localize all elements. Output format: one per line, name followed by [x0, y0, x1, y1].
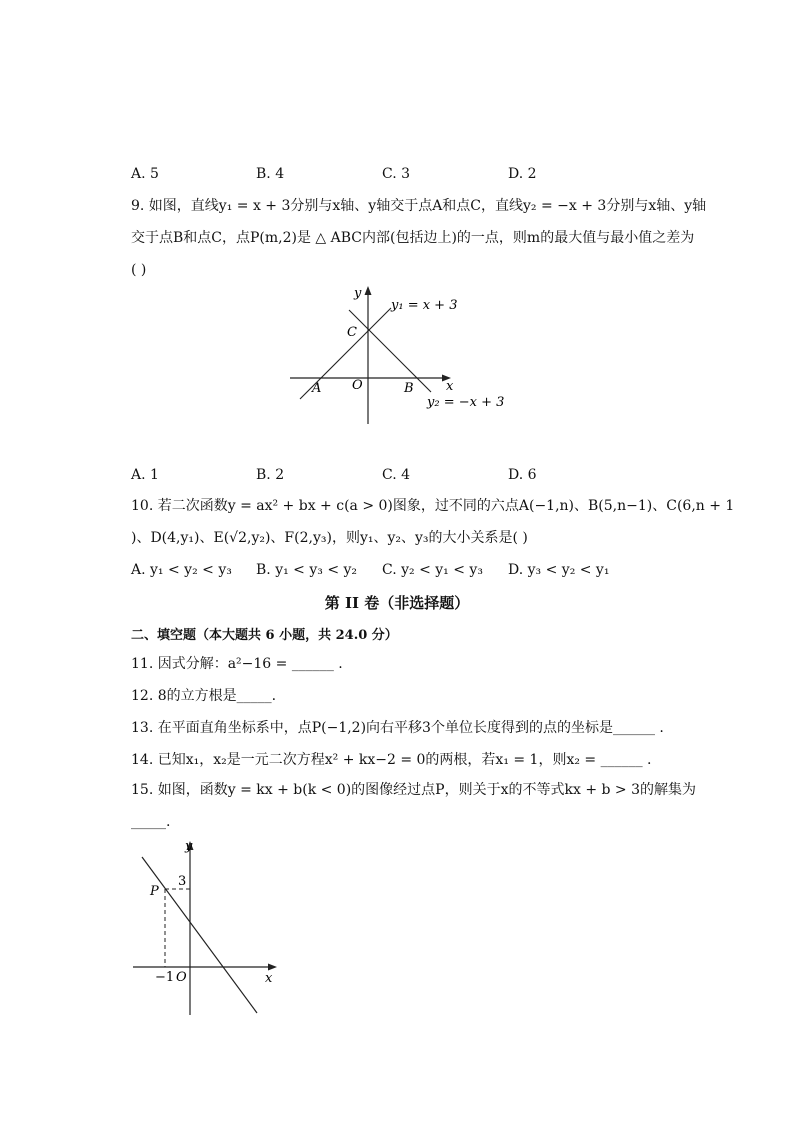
q9-option-a[interactable]: A. 1 — [131, 467, 159, 483]
q8-option-c[interactable]: C. 3 — [382, 166, 411, 182]
q10-option-b[interactable]: B. y₁ < y₃ < y₂ — [256, 562, 358, 578]
q8-option-a[interactable]: A. 5 — [131, 166, 159, 182]
q9-label-y1-eq: y₁ = x + 3 — [391, 298, 458, 313]
q8-option-b[interactable]: B. 4 — [256, 166, 285, 182]
q9-label-y: y — [354, 286, 362, 301]
q15-line-kx-b — [142, 857, 257, 1013]
q15-figure — [125, 835, 290, 1020]
q15-label-x: x — [265, 971, 273, 986]
q11-text: 11. 因式分解：a²−16 = ______ . — [131, 656, 343, 672]
q9-text-line1: 9. 如图，直线y₁ = x + 3分别与x轴、y轴交于点A和点C，直线y₂ = −x + 3分别与x轴、y轴 — [131, 198, 707, 214]
q15-label-y: y — [185, 839, 193, 854]
q9-label-o: O — [352, 378, 363, 393]
q9-label-b: B — [404, 381, 414, 396]
q9-label-a: A — [312, 381, 322, 396]
q15-text-line1: 15. 如图，函数y = kx + b(k < 0)的图像经过点P，则关于x的不等式kx + b > 3的解集为 — [131, 782, 696, 798]
q15-label-p: P — [150, 884, 159, 899]
part2-title: 第 II 卷（非选择题） — [324, 594, 470, 612]
q9-text-line2: 交于点B和点C，点P(m,2)是 △ ABC内部(包括边上)的一点，则m的最大值与最小值之差为 — [131, 230, 695, 246]
q9-option-c[interactable]: C. 4 — [382, 467, 411, 483]
q9-figure — [280, 280, 530, 440]
q9-label-c: C — [347, 325, 357, 340]
q9-option-d[interactable]: D. 6 — [508, 467, 537, 483]
q10-text-line1: 10. 若二次函数y = ax² + bx + c(a > 0)图象，过不同的六点A(−1,n)、B(5,n−1)、C(6,n + 1 — [131, 498, 735, 514]
q9-text-line3: ( ) — [131, 262, 147, 278]
q8-option-d[interactable]: D. 2 — [508, 166, 537, 182]
q13-text: 13. 在平面直角坐标系中，点P(−1,2)向右平移3个单位长度得到的点的坐标是______ . — [131, 720, 664, 736]
q12-text: 12. 8的立方根是_____. — [131, 688, 277, 704]
q9-label-x: x — [446, 379, 454, 394]
q15-label-neg1: −1 — [155, 970, 175, 985]
q15-text-line2: _____. — [131, 814, 171, 830]
q9-option-b[interactable]: B. 2 — [256, 467, 285, 483]
q10-option-c[interactable]: C. y₂ < y₁ < y₃ — [382, 562, 483, 578]
section2-title: 二、填空题（本大题共 6 小题，共 24.0 分） — [131, 628, 398, 643]
q9-label-y2-eq: y₂ = −x + 3 — [427, 395, 505, 410]
q14-text: 14. 已知x₁，x₂是一元二次方程x² + kx−2 = 0的两根，若x₁ = 1，则x₂ = ______ . — [131, 752, 652, 768]
q10-text-line2: )、D(4,y₁)、E(√2,y₂)、F(2,y₃)，则y₁、y₂、y₃的大小关系是( ) — [131, 530, 528, 546]
q15-x-arrow — [268, 964, 277, 971]
q10-option-d[interactable]: D. y₃ < y₂ < y₁ — [508, 562, 610, 578]
q15-label-o: O — [176, 970, 187, 985]
q9-y-arrow — [365, 286, 372, 295]
q15-label-3: 3 — [178, 874, 187, 889]
q10-option-a[interactable]: A. y₁ < y₂ < y₃ — [131, 562, 232, 578]
